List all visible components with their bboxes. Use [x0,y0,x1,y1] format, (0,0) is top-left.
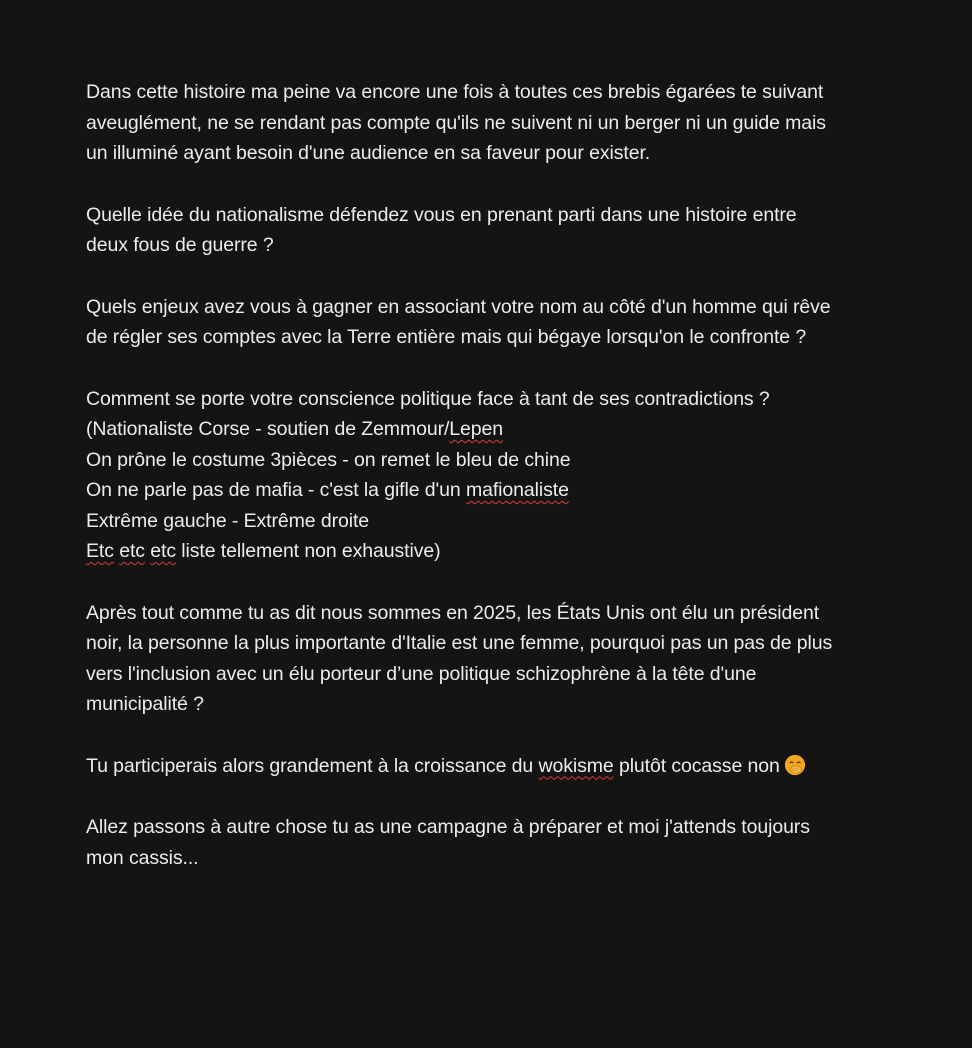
text-segment: (Nationaliste Corse - soutien de Zemmour/ [86,418,450,440]
text-line: mon cassis... [86,846,199,869]
text-line: municipalité ? [86,693,204,715]
text-line: deux fous de guerre ? [86,234,274,256]
document-body[interactable] [86,77,916,904]
text-line [86,751,916,782]
text-line: On prône le costume 3pièces - on remet le bleu de chine [86,448,571,471]
text-segment: Tu participerais alors grandement à la croissance du [86,754,539,777]
spellcheck-word[interactable]: mafionaliste [465,479,569,501]
face-with-hand-over-mouth-icon [784,754,806,776]
spellcheck-word[interactable]: wokisme [538,754,614,777]
paragraph-3 [86,292,916,353]
paragraph-4 [86,384,916,567]
paragraph-6 [86,751,916,782]
text-line: Comment se porte votre conscience politique face à tant de ses contradictions ? [86,387,770,410]
text-line: aveuglément, ne se rendant pas compte qu'ils ne suivent ni un berger ni un guide mais [86,111,826,134]
paragraph-1 [86,77,916,169]
text-line: Dans cette histoire ma peine va encore une fois à toutes ces brebis égarées te suivant [86,81,824,103]
text-line: noir, la personne la plus importante d'Italie est une femme, pourquoi pas un pas de plus [86,632,833,654]
text-line [86,475,916,506]
text-segment: On ne parle pas de mafia - c'est la gifle d'un [86,479,466,501]
paragraph-5 [86,598,916,720]
text-line: Allez passons à autre chose tu as une campagne à préparer et moi j'attends toujours [86,816,810,838]
text-line: Quelle idée du nationalisme défendez vous en prenant parti dans une histoire entre [86,203,797,226]
text-line [86,414,916,445]
spellcheck-word[interactable]: Etc [86,540,114,562]
text-line: Extrême gauche - Extrême droite [86,509,370,532]
text-line [86,536,916,567]
text-segment: liste tellement non exhaustive) [175,540,441,562]
spellcheck-word[interactable]: etc [119,540,145,562]
text-line: vers l'inclusion avec un élu porteur d’une politique schizophrène à la tête d'une [86,662,757,685]
spellcheck-word[interactable]: etc [150,540,176,562]
text-line: de régler ses comptes avec la Terre entière mais qui bégaye lorsqu'on le confronte ? [86,326,807,348]
spellcheck-word[interactable]: Lepen [449,418,504,440]
text-line: un illuminé ayant besoin d'une audience en sa faveur pour exister. [86,142,651,164]
text-line: Après tout comme tu as dit nous sommes en 2025, les États Unis ont élu un président [86,601,820,624]
text-segment: plutôt cocasse non [613,754,780,777]
text-line: Quels enjeux avez vous à gagner en associant votre nom au côté d'un homme qui rêve [86,295,831,318]
paragraph-7 [86,812,916,873]
paragraph-2 [86,200,916,261]
